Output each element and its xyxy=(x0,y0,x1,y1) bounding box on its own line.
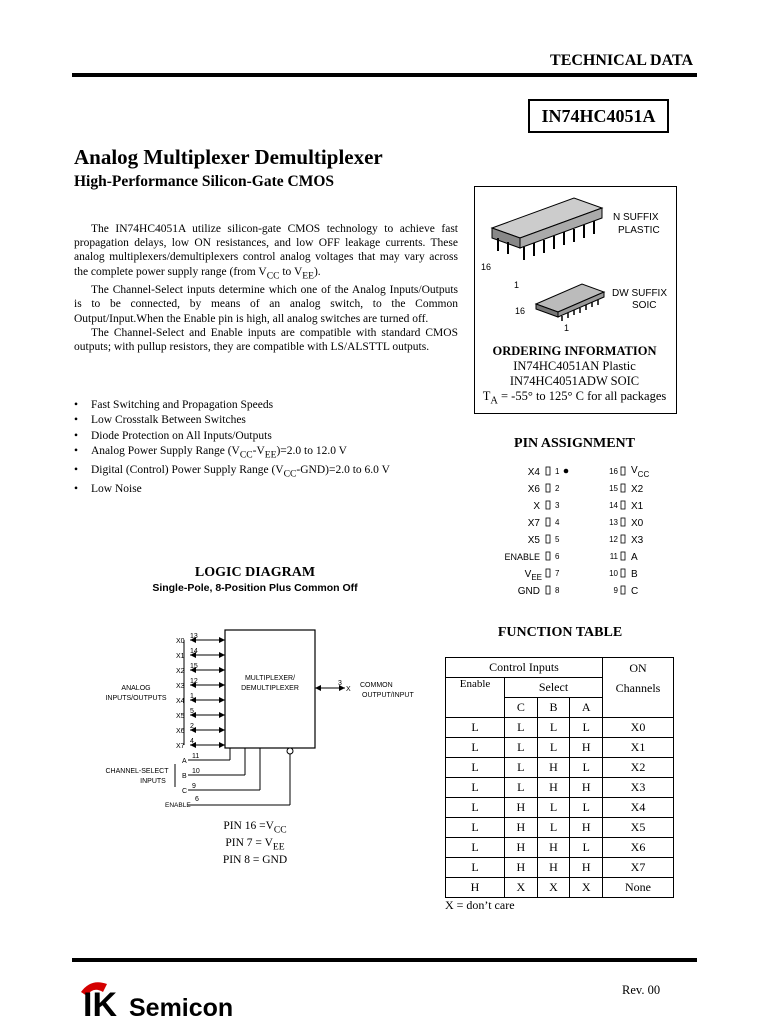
description-paragraph-3: The Channel-Select and Enable inputs are compatible with standard CMOS outputs; with pullup resistors, they are compatible with LS/ALSTTL outputs. xyxy=(74,326,458,353)
select-name: C xyxy=(182,788,188,795)
table-cell: X xyxy=(537,878,570,898)
pin-name-right: A xyxy=(631,552,638,563)
pin7-note: PIN $7 = V_{EE}$ xyxy=(225,836,285,853)
ordering-line-2: IN74HC4051ADW SOIC xyxy=(509,374,640,388)
table-cell: L xyxy=(446,818,505,838)
pin-number-left: 6 xyxy=(555,552,560,561)
table-cell: L xyxy=(446,858,505,878)
select-pin: 11 xyxy=(192,753,200,760)
pin-number-left: 8 xyxy=(555,586,560,595)
soic-package-image xyxy=(536,284,604,321)
table-row xyxy=(446,818,674,838)
pin-name-right: $V_{CC}$ xyxy=(631,465,650,479)
table-cell: X0 xyxy=(603,718,674,738)
dw-suffix-label: DW SUFFIX xyxy=(612,288,667,299)
block-label-1: MULTIPLEXER/ xyxy=(244,675,296,682)
enable-inversion-bubble xyxy=(287,748,293,754)
ordering-heading: ORDERING INFORMATION xyxy=(492,344,657,358)
input-name: X6 xyxy=(176,728,185,735)
table-row xyxy=(446,838,674,858)
table-cell: H xyxy=(505,798,538,818)
footer-rule xyxy=(72,958,697,962)
input-pin: 4 xyxy=(190,738,194,745)
table-cell: L xyxy=(505,758,538,778)
feature-list xyxy=(74,398,464,497)
pin-assignment-heading: PIN ASSIGNMENT xyxy=(514,436,635,451)
enable-pin: 6 xyxy=(195,796,199,803)
enable-label: ENABLE xyxy=(165,802,191,809)
table-cell: X6 xyxy=(603,838,674,858)
pin-name-left: GND xyxy=(517,586,540,597)
pin-number-right: 14 xyxy=(609,501,618,510)
pin-stub-right xyxy=(621,535,625,543)
input-name: X3 xyxy=(176,683,185,690)
pin-number-right: 12 xyxy=(609,535,618,544)
logic-diagram-subheading: Single-Pole, 8-Position Plus Common Off xyxy=(152,582,358,594)
input-pin: 13 xyxy=(190,633,198,640)
feature-item: • Low Noise xyxy=(74,482,464,497)
input-pin: 15 xyxy=(190,663,198,670)
pin-name-right: B xyxy=(631,569,638,580)
pin-name-left: X5 xyxy=(527,535,540,546)
input-arrow-right xyxy=(219,697,225,703)
table-cell: L xyxy=(446,778,505,798)
analog-label-1: ANALOG xyxy=(121,685,151,692)
pin-name-left: X4 xyxy=(527,467,540,478)
pin-name-right: X3 xyxy=(631,535,644,546)
pin-number-left: 5 xyxy=(555,535,560,544)
table-cell: L xyxy=(537,738,570,758)
pin-stub-right xyxy=(621,586,625,594)
enable-header: Enable xyxy=(446,678,505,718)
table-row xyxy=(446,778,674,798)
table-cell: H xyxy=(537,858,570,878)
input-arrow-right xyxy=(219,667,225,673)
part-number: IN74HC4051A xyxy=(528,99,669,133)
pin-number-right: 11 xyxy=(609,552,618,561)
common-label-2: OUTPUT/INPUT xyxy=(362,692,414,699)
input-arrow-right xyxy=(219,682,225,688)
pin-number-left: 2 xyxy=(555,484,560,493)
table-cell: L xyxy=(505,718,538,738)
common-label-1: COMMON xyxy=(360,682,393,689)
pin-stub-left xyxy=(546,552,550,560)
table-cell: L xyxy=(446,718,505,738)
pin-stub-right xyxy=(621,552,625,560)
logo-ik: IK xyxy=(83,986,117,1022)
input-arrow-right xyxy=(219,637,225,643)
plastic-label: PLASTIC xyxy=(618,225,660,236)
table-cell: L xyxy=(570,838,603,858)
dip-pin1-label: 1 xyxy=(514,280,520,290)
page-subtitle: High-Performance Silicon-Gate CMOS xyxy=(74,173,335,190)
table-cell: L xyxy=(446,758,505,778)
pin-stub-left xyxy=(546,535,550,543)
ordering-info xyxy=(474,344,675,409)
ordering-line-1: IN74HC4051AN Plastic xyxy=(513,359,636,373)
pin-stub-left xyxy=(546,518,550,526)
table-cell: L xyxy=(537,718,570,738)
table-cell: X4 xyxy=(603,798,674,818)
table-row xyxy=(446,738,674,758)
table-cell: X7 xyxy=(603,858,674,878)
feature-item: • Diode Protection on All Inputs/Outputs xyxy=(74,429,464,444)
feature-item: • Fast Switching and Propagation Speeds xyxy=(74,398,464,413)
pin-name-left: $V_{EE}$ xyxy=(524,569,542,582)
table-cell: L xyxy=(537,798,570,818)
package-illustration xyxy=(474,186,675,346)
table-cell: L xyxy=(570,758,603,778)
pin-stub-left xyxy=(546,569,550,577)
common-x: X xyxy=(346,686,351,693)
input-pin: 1 xyxy=(190,693,194,700)
table-row xyxy=(446,858,674,878)
select-pin: 10 xyxy=(192,768,200,775)
revision: Rev. 00 xyxy=(622,983,661,997)
table-cell: X1 xyxy=(603,738,674,758)
pin1-dot xyxy=(564,469,569,474)
table-cell: H xyxy=(537,838,570,858)
ik-semicon-logo xyxy=(77,978,277,1022)
input-name: X4 xyxy=(176,698,185,705)
soic-label: SOIC xyxy=(632,300,657,311)
pin-name-right: C xyxy=(631,586,639,597)
select-name: A xyxy=(182,758,187,765)
input-name: X1 xyxy=(176,653,185,660)
input-name: X5 xyxy=(176,713,185,720)
table-row xyxy=(446,758,674,778)
pin-number-right: 16 xyxy=(609,467,618,476)
pin-assignment-diagram xyxy=(480,455,680,605)
table-cell: L xyxy=(570,798,603,818)
pin-name-right: X1 xyxy=(631,501,644,512)
pin-notes xyxy=(175,820,335,867)
pin-number-left: 3 xyxy=(555,501,560,510)
on-channels-header: ON Channels xyxy=(603,658,674,718)
table-cell: H xyxy=(446,878,505,898)
table-cell: H xyxy=(505,818,538,838)
pin-name-right: X2 xyxy=(631,484,644,495)
table-cell: H xyxy=(570,858,603,878)
table-cell: L xyxy=(505,778,538,798)
feature-item: • Digital (Control) Power Supply Range $(V_{CC}-GND)=2.0$ to 6.0 V xyxy=(74,463,464,482)
pin-stub-right xyxy=(621,501,625,509)
feature-item: • Low Crosstalk Between Switches xyxy=(74,413,464,428)
col-a-header: A xyxy=(570,698,603,718)
table-cell: H xyxy=(505,858,538,878)
logic-diagram xyxy=(100,625,420,815)
pin-number-left: 7 xyxy=(555,569,560,578)
table-cell: L xyxy=(446,738,505,758)
dip-pin16-label: 16 xyxy=(481,262,492,272)
description-paragraph-2: The Channel-Select inputs determine which one of the Analog Inputs/Outputs is to be connected, by means of an analog switch, to the Common Output/Input.When the Enable pin is high, all analog switches are turned off. xyxy=(74,284,458,325)
pin-name-right: X0 xyxy=(631,518,644,529)
soic-pin1-label: 1 xyxy=(564,323,570,333)
table-cell: X2 xyxy=(603,758,674,778)
ordering-temp: $T_A = -55^\circ$ to 125° C for all packages xyxy=(482,389,667,407)
input-pin: 12 xyxy=(190,678,198,685)
pin-number-right: 13 xyxy=(609,518,618,527)
table-cell: L xyxy=(446,838,505,858)
table-row xyxy=(446,718,674,738)
table-cell: X xyxy=(505,878,538,898)
n-suffix-label: N SUFFIX xyxy=(613,212,659,223)
description xyxy=(74,222,458,354)
table-row xyxy=(446,878,674,898)
feature-item: • Analog Power Supply Range $(V_{CC}-V_{EE})=2.0$ to 12.0 V xyxy=(74,444,464,463)
function-table-heading: FUNCTION TABLE xyxy=(497,625,623,640)
function-table xyxy=(445,657,674,898)
input-pin: 14 xyxy=(190,648,198,655)
pin-number-right: 10 xyxy=(609,569,618,578)
pin8-note: PIN 8 = GND xyxy=(222,853,288,866)
pin-stub-left xyxy=(546,484,550,492)
table-cell: L xyxy=(505,738,538,758)
logo-semicon: Semicon xyxy=(129,994,234,1022)
pin-stub-right xyxy=(621,484,625,492)
pin-number-left: 1 xyxy=(555,467,560,476)
table-cell: H xyxy=(537,758,570,778)
analog-label-2: INPUTS/OUTPUTS xyxy=(105,695,167,702)
col-c-header: C xyxy=(505,698,538,718)
logic-diagram-heading: LOGIC DIAGRAM xyxy=(194,565,316,580)
soic-pin16-label: 16 xyxy=(515,306,526,316)
table-row xyxy=(446,798,674,818)
pin-stub-left xyxy=(546,501,550,509)
pin-stub-right xyxy=(621,518,625,526)
control-inputs-header: Control Inputs xyxy=(446,658,603,678)
table-cell: L xyxy=(537,818,570,838)
pin-name-left: X xyxy=(533,501,540,512)
table-cell: None xyxy=(603,878,674,898)
page-title: Analog Multiplexer Demultiplexer xyxy=(74,145,383,169)
pin16-note: PIN $16 =V_{CC}$ xyxy=(223,820,287,836)
common-pin: 3 xyxy=(338,680,342,687)
common-arrow-left xyxy=(315,685,321,691)
pin-stub-right xyxy=(621,569,625,577)
chsel-label-1: CHANNEL-SELECT xyxy=(105,768,169,775)
table-cell: H xyxy=(570,778,603,798)
select-pin: 9 xyxy=(192,783,196,790)
block-label-2: DEMULTIPLEXER xyxy=(241,685,299,692)
input-arrow-right xyxy=(219,727,225,733)
pin-number-right: 15 xyxy=(609,484,618,493)
select-name: B xyxy=(182,773,187,780)
pin-name-left: ENABLE xyxy=(504,552,540,562)
input-pin: 2 xyxy=(190,723,194,730)
pin-stub-right xyxy=(621,467,625,475)
chsel-label-2: INPUTS xyxy=(140,778,166,785)
table-cell: L xyxy=(446,798,505,818)
pin-name-left: X7 xyxy=(527,518,540,529)
description-paragraph-1: The IN74HC4051A utilize silicon-gate CMOS technology to achieve fast propagation delays, low ON resistances, and low OFF leakage currents. These analog multiplexers/demultiplexers control analog voltages that may vary across the complete power supply range (from $V_{CC}$ to $V_{EE}$). xyxy=(74,223,458,281)
input-name: X7 xyxy=(176,743,185,750)
pin-number-right: 9 xyxy=(613,586,618,595)
input-arrow-right xyxy=(219,742,225,748)
input-pin: 5 xyxy=(190,708,194,715)
table-cell: H xyxy=(505,838,538,858)
select-header: Select xyxy=(505,678,603,698)
input-name: X0 xyxy=(176,638,185,645)
table-cell: X3 xyxy=(603,778,674,798)
dont-care-note: X = don’t care xyxy=(445,898,515,912)
pin-name-left: X6 xyxy=(527,484,540,495)
pin-stub-left xyxy=(546,467,550,475)
table-cell: L xyxy=(570,718,603,738)
table-cell: H xyxy=(537,778,570,798)
table-cell: H xyxy=(570,818,603,838)
col-b-header: B xyxy=(537,698,570,718)
header-label: TECHNICAL DATA xyxy=(550,52,693,69)
input-arrow-right xyxy=(219,712,225,718)
table-cell: X xyxy=(570,878,603,898)
input-arrow-right xyxy=(219,652,225,658)
table-cell: H xyxy=(570,738,603,758)
pin-number-left: 4 xyxy=(555,518,560,527)
dip-package-image xyxy=(492,198,602,260)
input-name: X2 xyxy=(176,668,185,675)
table-cell: X5 xyxy=(603,818,674,838)
pin-stub-left xyxy=(546,586,550,594)
header-rule xyxy=(72,73,697,77)
